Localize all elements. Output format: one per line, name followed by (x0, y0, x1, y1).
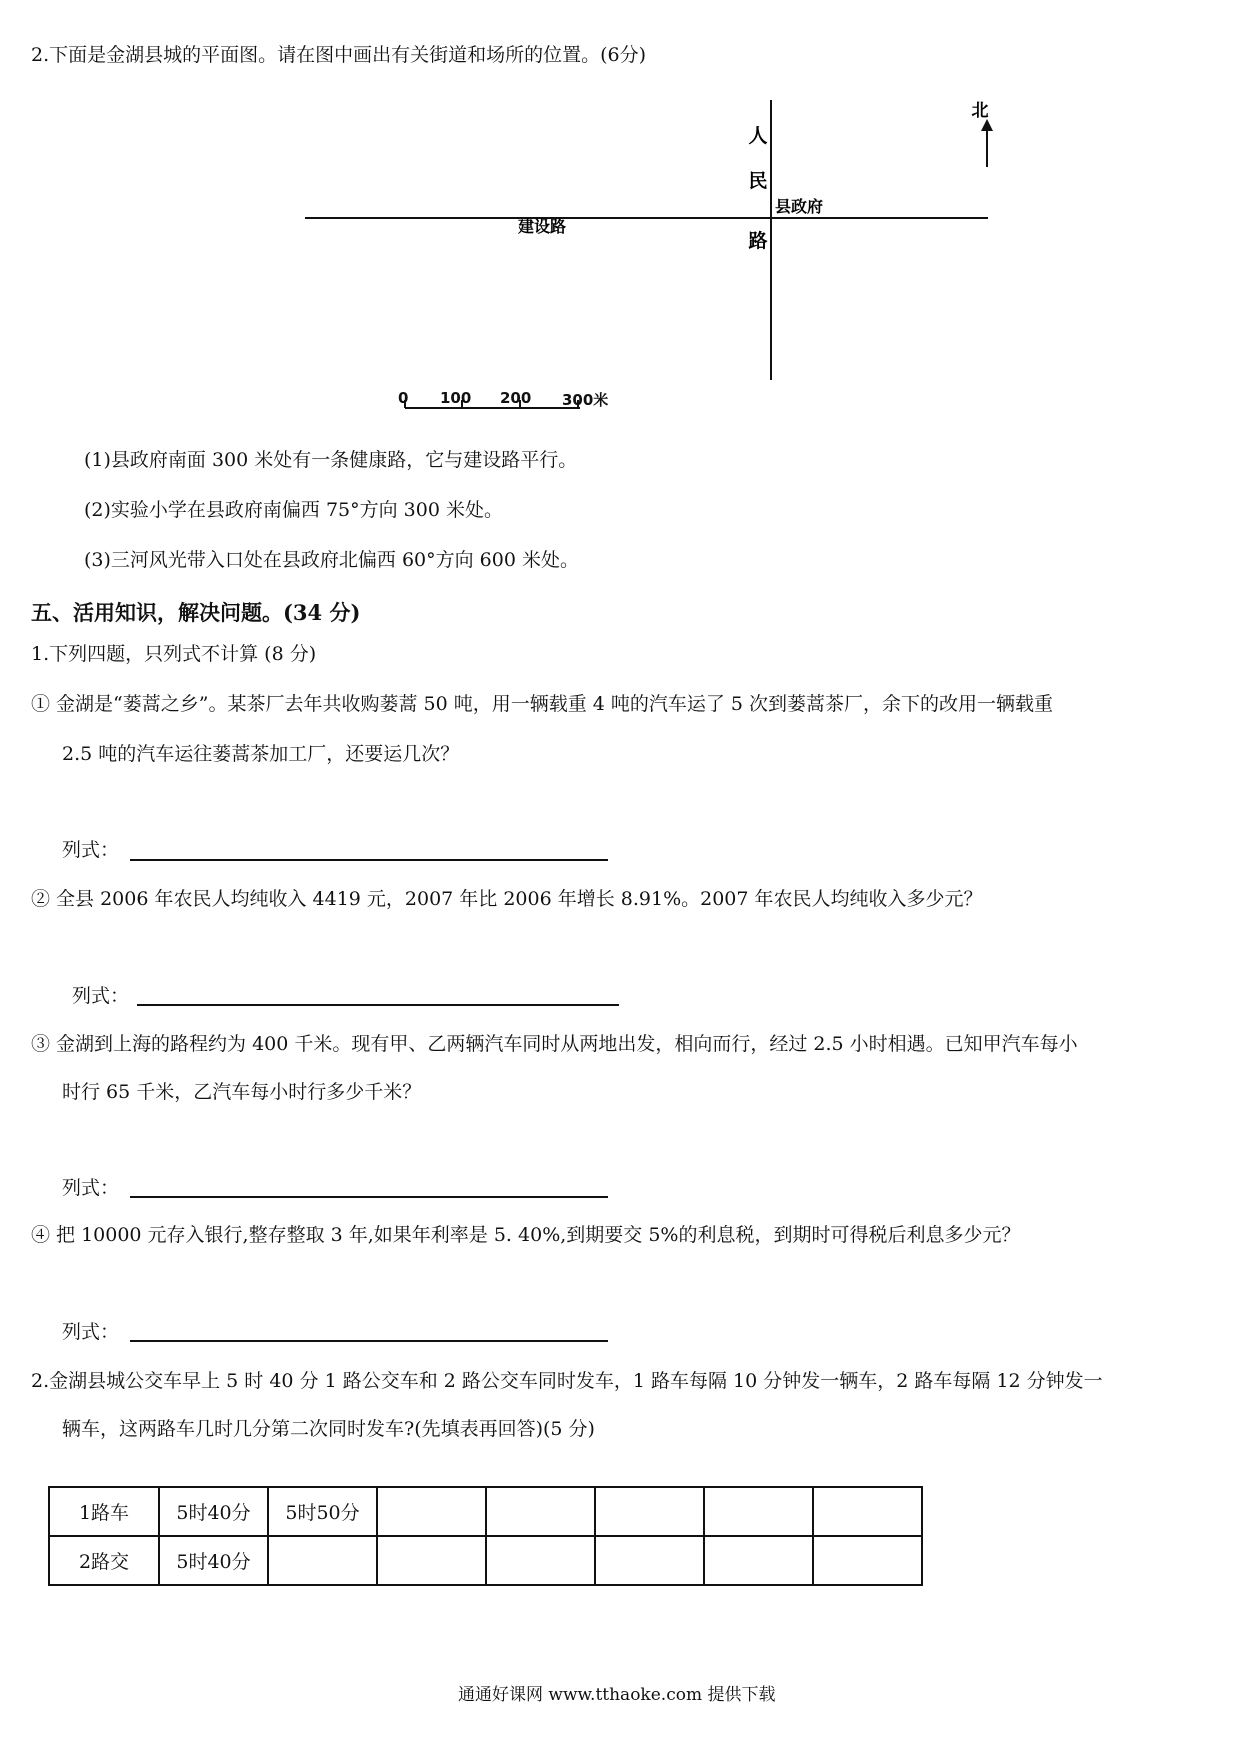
scale-label-300: 300米 (562, 391, 609, 409)
map-task-1: (1)县政府南面 300 米处有一条健康路，它与建设路平行。 (84, 449, 578, 471)
scale-label-200: 200 (500, 389, 532, 407)
table-cell: 5时50分 (268, 1487, 377, 1536)
page-footer: 通通好课网 www.tthaoke.com 提供下载 (458, 1685, 776, 1705)
town-map (290, 95, 1010, 415)
renmin-road-label-1: 人 (748, 125, 768, 147)
problem-2-line-1: ② 全县 2006 年农民人均纯收入 4419 元，2007 年比 2006 年增长 8.91%。2007 年农民人均纯收入多少元？ (31, 888, 983, 910)
table-cell[interactable] (704, 1487, 813, 1536)
problem-3-line-1: ③ 金湖到上海的路程约为 400 千米。现有甲、乙两辆汽车同时从两地出发，相向而行，经过 2.5 小时相遇。已知甲汽车每小 (31, 1033, 1078, 1055)
table-row (49, 1536, 922, 1585)
scale-label-0: 0 (398, 389, 409, 407)
problem-2-answer-label: 列式： (72, 985, 130, 1007)
table-cell: 1路车 (49, 1487, 159, 1536)
table-cell[interactable] (813, 1536, 922, 1585)
jianshe-road-label: 建设路 (517, 217, 567, 236)
problem-1-line-1: ① 金湖是“蒌蒿之乡”。某茶厂去年共收购蒌蒿 50 吨，用一辆载重 4 吨的汽车运了 5 次到蒌蒿茶厂，余下的改用一辆载重 (31, 693, 1054, 715)
table-cell[interactable] (595, 1536, 704, 1585)
table-cell[interactable] (268, 1536, 377, 1585)
map-question-intro: 2.下面是金湖县城的平面图。请在图中画出有关街道和场所的位置。(6分) (31, 44, 647, 66)
scale-label-100: 100 (440, 389, 472, 407)
table-cell: 5时40分 (159, 1487, 268, 1536)
problem-3-answer-line[interactable] (130, 1196, 608, 1198)
table-cell[interactable] (486, 1536, 595, 1585)
problem-4-answer-line[interactable] (130, 1340, 608, 1342)
table-cell[interactable] (377, 1487, 486, 1536)
problem-3-answer-label: 列式： (62, 1177, 120, 1199)
table-cell[interactable] (704, 1536, 813, 1585)
bus-schedule-table (48, 1486, 923, 1586)
q1-intro: 1.下列四题，只列式不计算 (8 分) (31, 643, 317, 665)
problem-1-line-2: 2.5 吨的汽车运往蒌蒿茶加工厂，还要运几次？ (62, 743, 460, 765)
problem-2-answer-line[interactable] (137, 1004, 619, 1006)
bus-question-line-2: 辆车，这两路车几时几分第二次同时发车?(先填表再回答)(5 分) (62, 1418, 595, 1440)
problem-1-answer-line[interactable] (130, 859, 608, 861)
table-cell[interactable] (813, 1487, 922, 1536)
problem-4-line-1: ④ 把 10000 元存入银行,整存整取 3 年,如果年利率是 5. 40%,到期要交 5%的利息税，到期时可得税后利息多少元？ (31, 1224, 1021, 1246)
renmin-road-label-3: 路 (748, 230, 768, 252)
table-cell[interactable] (486, 1487, 595, 1536)
map-task-3: (3)三河风光带入口处在县政府北偏西 60°方向 600 米处。 (84, 549, 579, 571)
table-row (49, 1487, 922, 1536)
table-cell[interactable] (595, 1487, 704, 1536)
table-cell: 2路交 (49, 1536, 159, 1585)
bus-question-line-1: 2.金湖县城公交车早上 5 时 40 分 1 路公交车和 2 路公交车同时发车，1 路车每隔 10 分钟发一辆车，2 路车每隔 12 分钟发一 (31, 1370, 1103, 1392)
table-cell: 5时40分 (159, 1536, 268, 1585)
map-task-2: (2)实验小学在县政府南偏西 75°方向 300 米处。 (84, 499, 503, 521)
problem-1-answer-label: 列式： (62, 839, 120, 861)
section-5-title: 五、活用知识，解决问题。(34 分) (31, 600, 361, 625)
north-label: 北 (971, 101, 989, 121)
county-gov-label: 县政府 (775, 197, 824, 216)
table-cell[interactable] (377, 1536, 486, 1585)
problem-4-answer-label: 列式： (62, 1321, 120, 1343)
problem-3-line-2: 时行 65 千米，乙汽车每小时行多少千米？ (62, 1081, 422, 1103)
renmin-road-label-2: 民 (748, 170, 768, 192)
